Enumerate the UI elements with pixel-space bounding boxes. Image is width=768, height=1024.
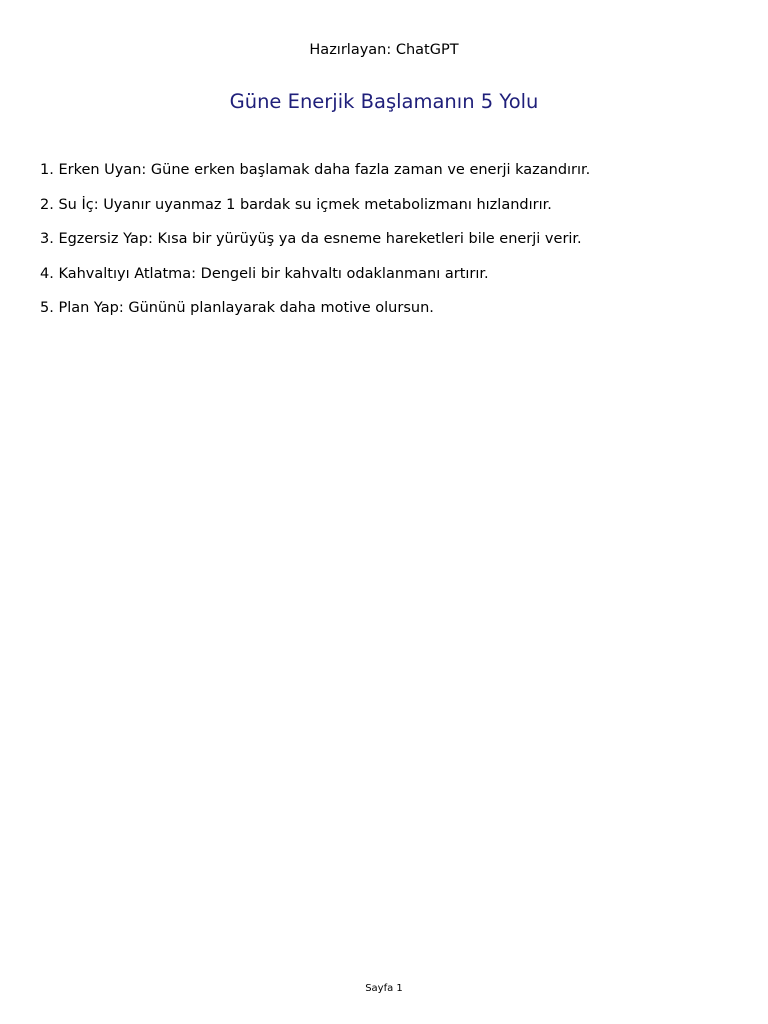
page-number: Sayfa 1 <box>365 983 403 994</box>
list-item: 4. Kahvaltıyı Atlatma: Dengeli bir kahvaltı odaklanmanı artırır. <box>40 265 489 282</box>
list-item: 5. Plan Yap: Gününü planlayarak daha motive olursun. <box>40 300 434 316</box>
document-title: Güne Enerjik Başlamanın 5 Yolu <box>229 90 539 113</box>
list-item: 3. Egzersiz Yap: Kısa bir yürüyüş ya da esneme hareketleri bile enerji verir. <box>40 231 582 247</box>
author-line: Hazırlayan: ChatGPT <box>309 42 459 58</box>
tips-list <box>40 161 740 334</box>
list-item: 2. Su İç: Uyanır uyanmaz 1 bardak su içmek metabolizmanı hızlandırır. <box>40 196 552 213</box>
list-item: 1. Erken Uyan: Güne erken başlamak daha fazla zaman ve enerji kazandırır. <box>40 162 591 178</box>
